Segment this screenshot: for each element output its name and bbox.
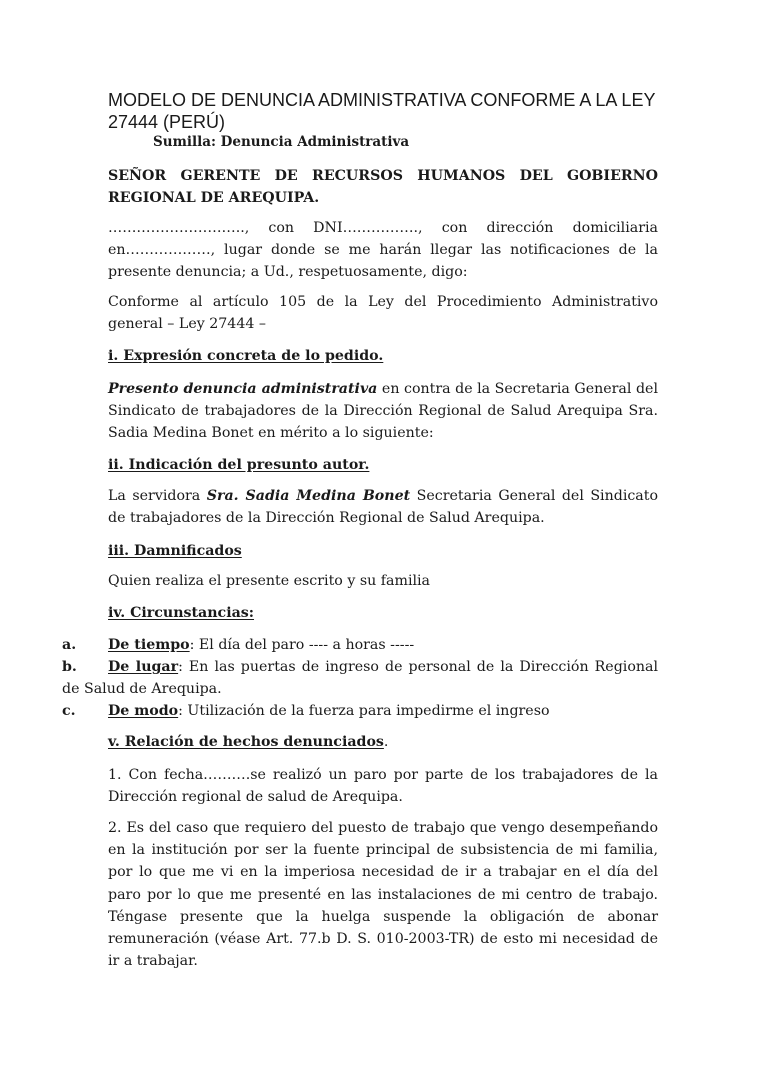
list-label: De lugar	[108, 659, 179, 675]
list-marker: b.	[62, 659, 77, 675]
section-1-paragraph	[108, 378, 658, 445]
section-1-heading: i. Expresión concreta de lo pedido.	[108, 348, 384, 364]
section-5-heading: v. Relación de hechos denunciados	[108, 734, 384, 750]
list-text: : En las puertas de ingreso de personal de la Dirección Regional de Salud de Arequipa.	[62, 659, 658, 698]
title-line-2: 27444 (PERÚ)	[108, 111, 226, 132]
list-marker: a.	[62, 637, 77, 653]
list-item	[62, 634, 658, 656]
section-2-text: Secretaria General del Sindicato de trabajadores de la Dirección Regional de Salud Arequipa.	[108, 488, 659, 527]
section-2-bold-name: Sra. Sadia Medina Bonet	[206, 488, 411, 504]
section-2-pre: La servidora	[108, 488, 207, 504]
list-text: : Utilización de la fuerza para impedirme el ingreso	[178, 703, 550, 719]
document-title	[108, 90, 668, 133]
list-marker: c.	[62, 703, 76, 719]
section-5-heading-line	[108, 731, 658, 753]
sumilla: Sumilla: Denuncia Administrativa	[153, 134, 410, 150]
addressee: SEÑOR GERENTE DE RECURSOS HUMANOS DEL GOBIERNO REGIONAL DE AREQUIPA.	[108, 168, 658, 207]
section-5-paragraph-1: 1. Con fecha……….se realizó un paro por parte de los trabajadores de la Dirección regional de salud de Arequipa.	[108, 767, 658, 806]
section-2-paragraph	[108, 485, 658, 529]
list-item	[62, 656, 658, 700]
section-1-bold-lead: Presento denuncia administrativa	[108, 381, 378, 397]
section-3-heading: iii. Damnificados	[108, 543, 242, 559]
section-5-paragraph-2: 2. Es del caso que requiero del puesto de trabajo que vengo desempeñando en la institución por ser la fuente principal de subsistencia de mi familia, por lo que me vi en la imperiosa necesidad de ir a trabajar en el día del paro por lo que me presenté en las instalaciones de mi centro de trabajo. Téngase presente que la huelga suspende la obligación de abonar remuneración (véase Art. 77.b D. S. 010-2003-TR) de esto mi necesidad de ir a trabajar.	[108, 820, 658, 970]
section-1-text: en contra de la Secretaria General del Sindicato de trabajadores de la Dirección Regional de Salud Arequipa Sra. Sadia Medina Bonet en mérito a lo siguiente:	[108, 381, 658, 442]
list-label: De tiempo	[108, 637, 190, 653]
section-5-heading-suffix: .	[383, 734, 389, 750]
list-item	[62, 700, 658, 722]
title-line-1: MODELO DE DENUNCIA ADMINISTRATIVA CONFORME A LA LEY	[108, 90, 656, 110]
list-label: De modo	[108, 703, 179, 719]
section-4-heading: iv. Circunstancias:	[108, 605, 255, 621]
conforme-paragraph: Conforme al artículo 105 de la Ley del Procedimiento Administrativo general – Ley 27444 –	[108, 294, 658, 333]
section-2-heading: ii. Indicación del presunto autor.	[108, 457, 370, 473]
list-text: : El día del paro ---- a horas -----	[189, 637, 415, 653]
section-3-text: Quien realiza el presente escrito y su familia	[108, 573, 431, 589]
intro-paragraph: ……………………….., con DNI……………., con dirección domiciliaria en………………, lugar donde se me harán llegar las notificaciones de la presente denuncia; a Ud., respetuosamente, digo:	[108, 220, 658, 281]
